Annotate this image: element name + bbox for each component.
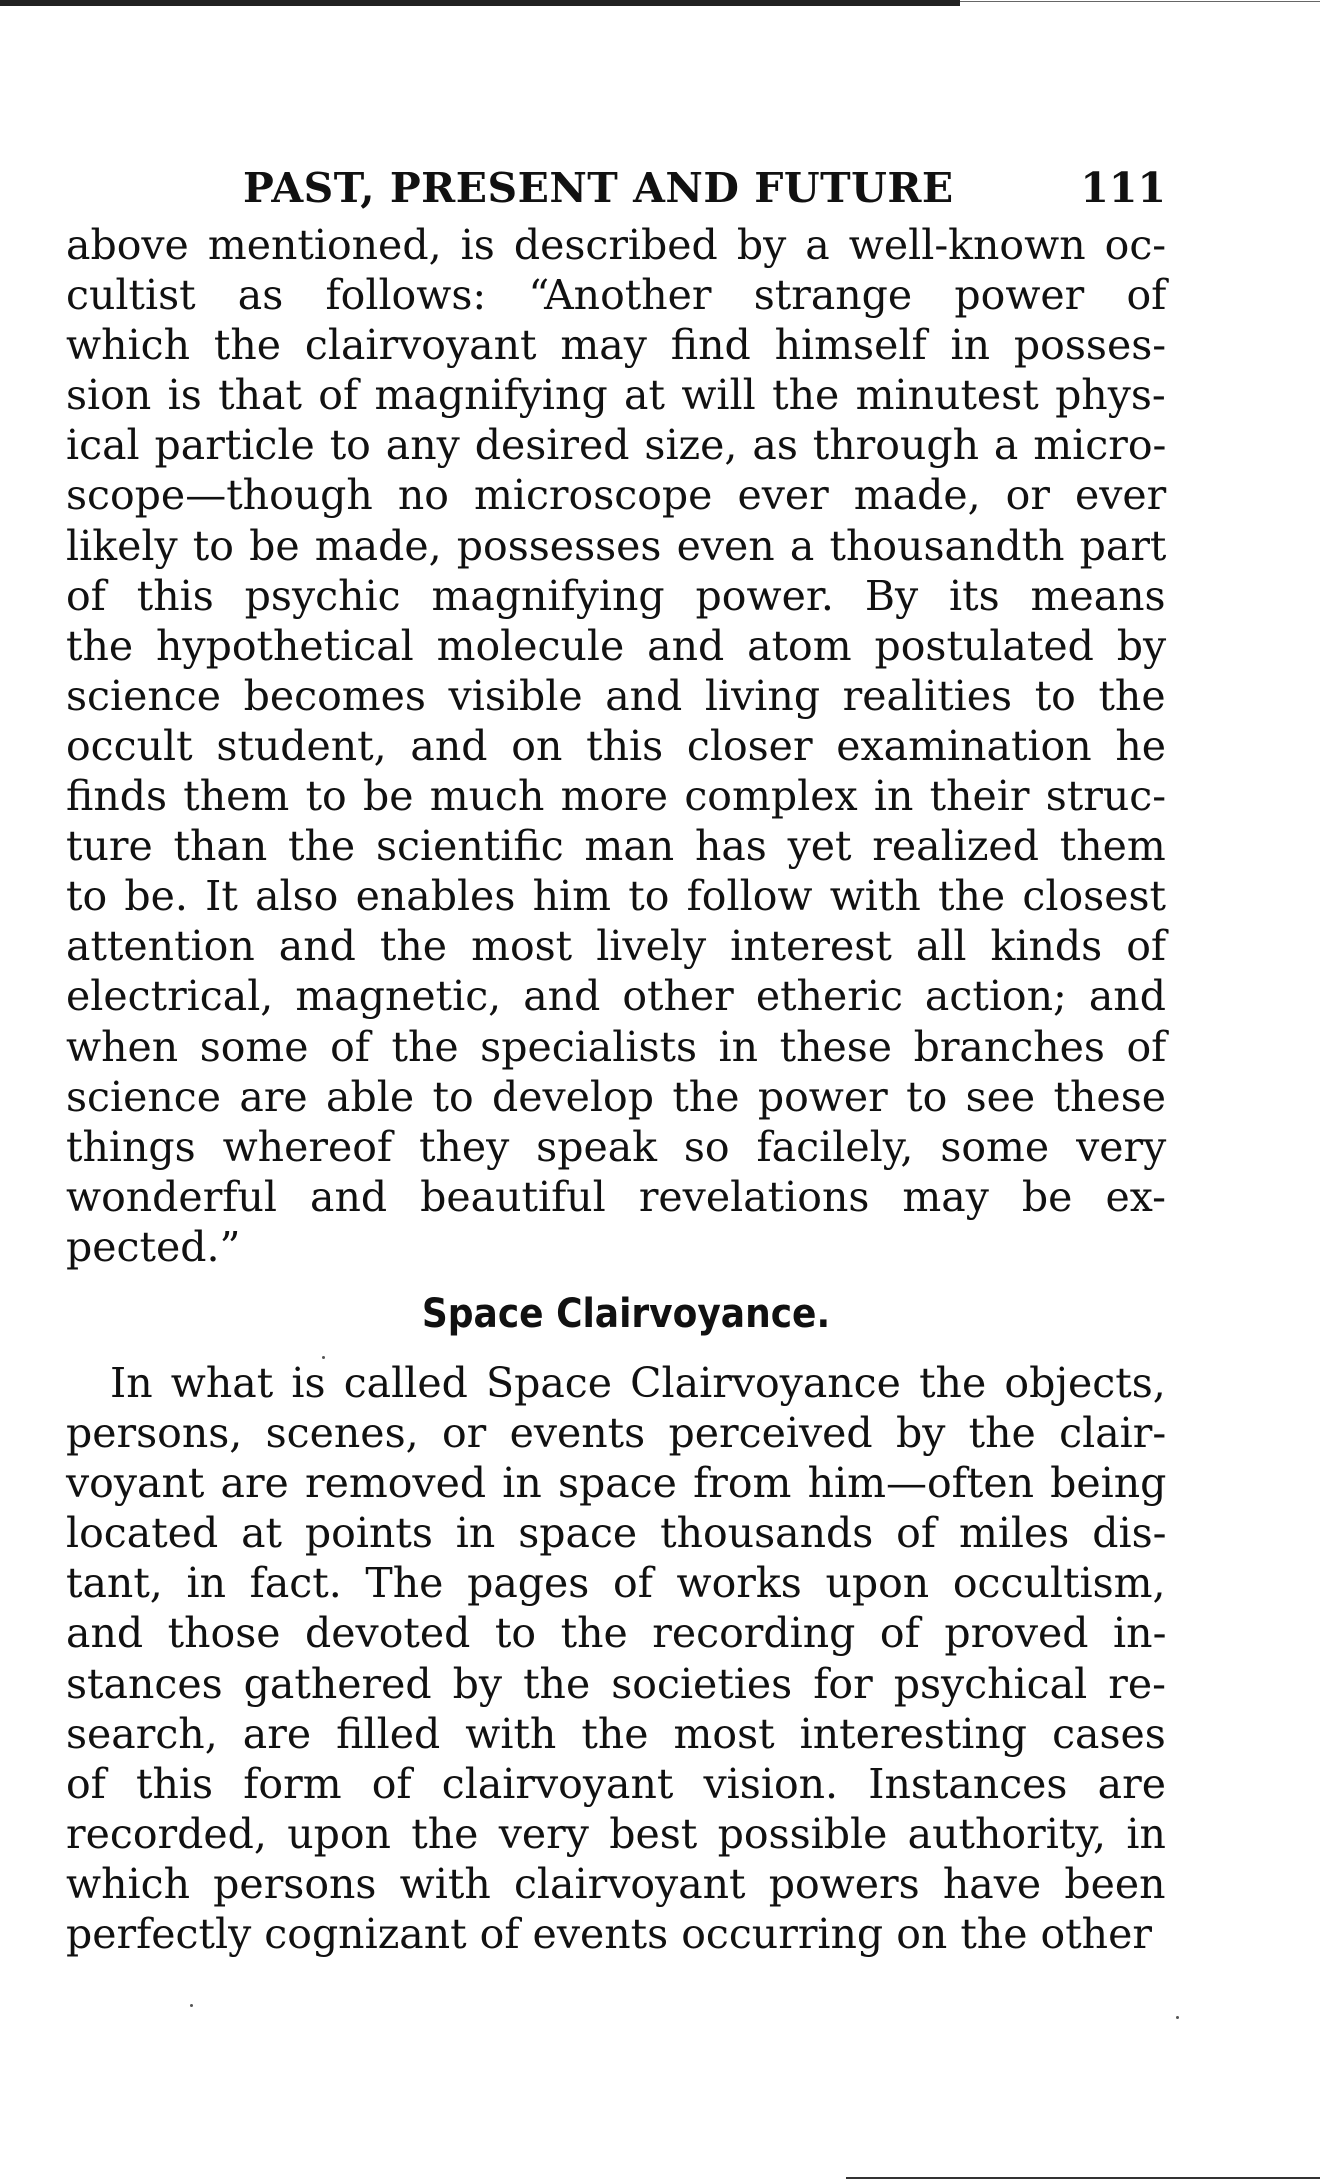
print-speck (322, 1356, 325, 1359)
text-line: perfectly cognizant of events occurring on the other (66, 1910, 1152, 1958)
text-line: occult student, and on this closer examination he (66, 721, 1167, 770)
text-line: scope—though no microscope ever made, or ever (66, 471, 1167, 520)
text-line: wonderful and beautiful revelations may be ex- (66, 1172, 1166, 1221)
text-line: when some of the specialists in these branches of (66, 1022, 1167, 1071)
text-line: pected.” (66, 1222, 241, 1271)
section-heading: Space Clairvoyance. (421, 1290, 831, 1337)
text-line: sion is that of magnifying at will the minutest phys- (66, 371, 1166, 420)
text-line: persons, scenes, or events perceived by the clair- (66, 1409, 1167, 1458)
text-line: ture than the scientific man has yet realized them (66, 822, 1166, 871)
top-border-rule-thin (960, 1, 1320, 2)
print-speck (190, 2004, 193, 2007)
text-line: which the clairvoyant may find himself in posses- (66, 321, 1167, 370)
top-border-rule (0, 0, 960, 6)
text-line: electrical, magnetic, and other etheric action; and (66, 972, 1166, 1021)
text-line: attention and the most lively interest all kinds of (66, 922, 1167, 971)
print-speck (1176, 2016, 1179, 2019)
text-line: and those devoted to the recording of proved in- (66, 1609, 1167, 1658)
text-line: science are able to develop the power to see these (66, 1072, 1166, 1121)
page-number: 111 (1080, 164, 1166, 212)
text-line: of this psychic magnifying power. By its means (66, 571, 1166, 620)
running-title: PAST, PRESENT AND FUTURE (243, 164, 954, 212)
text-line: finds them to be much more complex in their struc- (66, 772, 1167, 821)
running-head (66, 158, 1166, 220)
text-line: voyant are removed in space from him—often being (66, 1459, 1167, 1508)
text-line: which persons with clairvoyant powers have been (66, 1859, 1166, 1908)
paragraph-1 (66, 220, 1166, 1272)
text-line: recorded, upon the very best possible authority, in (66, 1809, 1166, 1858)
text-line: of this form of clairvoyant vision. Instances are (66, 1759, 1166, 1808)
text-line: In what is called Space Clairvoyance the objects, (110, 1358, 1166, 1407)
paragraph-2 (66, 1358, 1166, 1959)
text-line: stances gathered by the societies for psychical re- (66, 1659, 1166, 1708)
text-line: likely to be made, possesses even a thousandth part (66, 521, 1167, 570)
book-page (66, 158, 1166, 1959)
text-line: science becomes visible and living realities to the (66, 671, 1166, 720)
text-line: search, are filled with the most interesting cases (66, 1709, 1166, 1758)
text-line: ical particle to any desired size, as through a micro- (66, 421, 1167, 470)
text-line: tant, in fact. The pages of works upon occultism, (66, 1559, 1166, 1608)
text-line: things whereof they speak so facilely, some very (66, 1122, 1167, 1171)
text-line: the hypothetical molecule and atom postulated by (66, 621, 1167, 670)
text-line: located at points in space thousands of miles dis- (66, 1509, 1167, 1558)
text-line: to be. It also enables him to follow with the closest (66, 872, 1166, 921)
bottom-border-rule (846, 2177, 1320, 2179)
text-line: above mentioned, is described by a well-known oc- (66, 221, 1167, 269)
text-line: cultist as follows: “Another strange power of (66, 271, 1167, 320)
